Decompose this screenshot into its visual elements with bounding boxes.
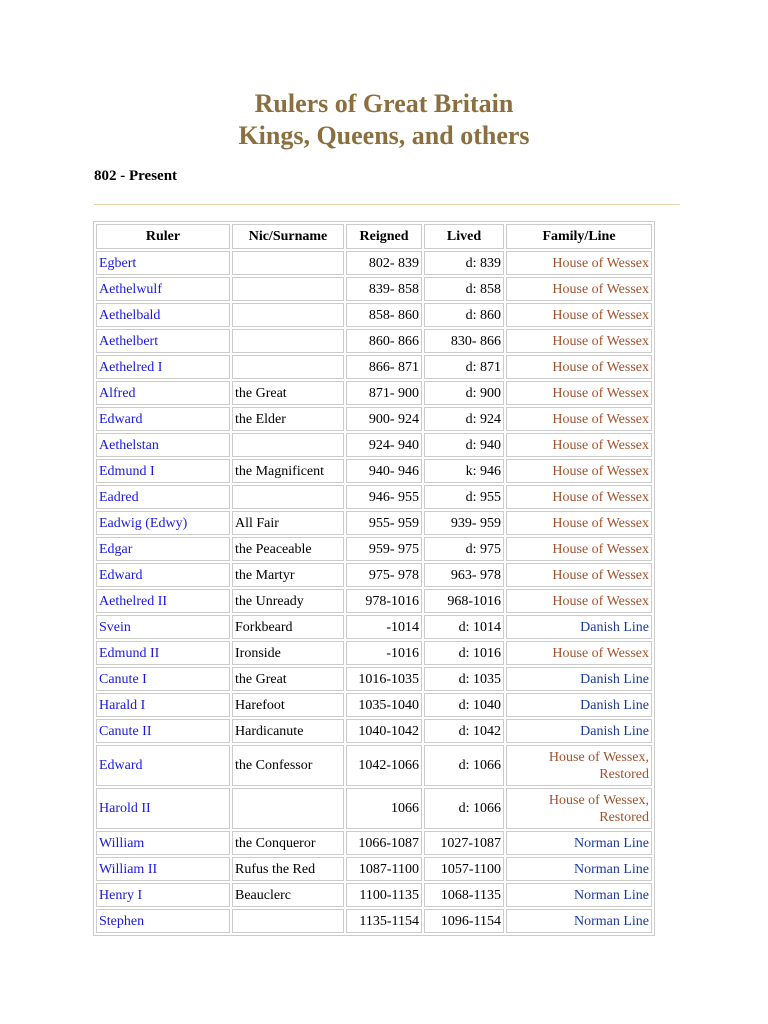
ruler-cell <box>96 745 230 786</box>
reigned-cell: 1100-1135 <box>346 883 422 907</box>
table-header-row <box>96 224 652 249</box>
ruler-cell <box>96 589 230 613</box>
reigned-cell: 860- 866 <box>346 329 422 353</box>
family-line-text: Norman Line <box>573 913 649 929</box>
reigned-cell: 1040-1042 <box>346 719 422 743</box>
nic-surname-cell <box>232 788 344 829</box>
ruler-link[interactable]: Aethelred I <box>99 359 163 375</box>
ruler-link[interactable]: Harold II <box>99 801 151 816</box>
ruler-link[interactable]: Eadwig (Edwy) <box>99 515 188 531</box>
nic-surname-cell: Rufus the Red <box>232 857 344 881</box>
table-row <box>96 303 652 327</box>
lived-cell: d: 839 <box>424 251 504 275</box>
lived-cell: 1068-1135 <box>424 883 504 907</box>
reigned-cell: 1066 <box>346 788 422 829</box>
family-line-cell <box>506 329 652 353</box>
family-line-text: House of Wessex <box>552 437 649 453</box>
family-line-text: House of Wessex <box>552 359 649 375</box>
table-row <box>96 589 652 613</box>
ruler-link[interactable]: Alfred <box>99 385 136 401</box>
lived-cell: 830- 866 <box>424 329 504 353</box>
ruler-cell <box>96 251 230 275</box>
family-line-cell <box>506 355 652 379</box>
date-range-heading: 802 - Present <box>94 168 178 184</box>
nic-surname-cell <box>232 433 344 457</box>
ruler-cell <box>96 857 230 881</box>
nic-surname-cell: the Unready <box>232 589 344 613</box>
ruler-link[interactable]: Svein <box>99 619 131 635</box>
ruler-cell <box>96 433 230 457</box>
family-line-text: Danish Line <box>580 619 649 635</box>
nic-surname-cell: Beauclerc <box>232 883 344 907</box>
reigned-cell: 959- 975 <box>346 537 422 561</box>
lived-cell: d: 1014 <box>424 615 504 639</box>
family-line-cell <box>506 563 652 587</box>
nic-surname-cell: the Peaceable <box>232 537 344 561</box>
lived-cell: d: 924 <box>424 407 504 431</box>
ruler-link[interactable]: Edward <box>99 758 143 773</box>
header-lived: Lived <box>424 224 504 249</box>
reigned-cell: 900- 924 <box>346 407 422 431</box>
ruler-cell <box>96 909 230 933</box>
ruler-cell <box>96 883 230 907</box>
reigned-cell: 866- 871 <box>346 355 422 379</box>
ruler-link[interactable]: Aethelbald <box>99 307 161 323</box>
ruler-link[interactable]: Aethelred II <box>99 593 168 609</box>
ruler-cell <box>96 719 230 743</box>
table-row <box>96 667 652 691</box>
table-row <box>96 277 652 301</box>
reigned-cell: 858- 860 <box>346 303 422 327</box>
family-line-cell <box>506 641 652 665</box>
reigned-cell: -1016 <box>346 641 422 665</box>
table-row <box>96 615 652 639</box>
ruler-link[interactable]: Aethelstan <box>99 437 159 453</box>
reigned-cell: 839- 858 <box>346 277 422 301</box>
family-line-text: House of Wessex <box>552 567 649 583</box>
lived-cell: d: 1035 <box>424 667 504 691</box>
page-title <box>0 88 768 152</box>
nic-surname-cell <box>232 909 344 933</box>
ruler-link[interactable]: Aethelwulf <box>99 281 162 297</box>
ruler-cell <box>96 615 230 639</box>
nic-surname-cell: the Martyr <box>232 563 344 587</box>
ruler-link[interactable]: Egbert <box>99 255 137 271</box>
lived-cell: d: 871 <box>424 355 504 379</box>
family-line-text-2: Restored <box>599 766 649 782</box>
family-line-text: House of Wessex <box>552 333 649 349</box>
ruler-cell <box>96 303 230 327</box>
ruler-cell <box>96 693 230 717</box>
reigned-cell: 1087-1100 <box>346 857 422 881</box>
ruler-cell <box>96 407 230 431</box>
lived-cell: d: 1040 <box>424 693 504 717</box>
nic-surname-cell: the Elder <box>232 407 344 431</box>
table-row <box>96 355 652 379</box>
family-line-cell <box>506 667 652 691</box>
family-line-text: Norman Line <box>573 835 649 851</box>
lived-cell: k: 946 <box>424 459 504 483</box>
ruler-link[interactable]: Canute II <box>99 723 152 739</box>
reigned-cell: 955- 959 <box>346 511 422 535</box>
table-row <box>96 831 652 855</box>
family-line-text: Norman Line <box>573 887 649 903</box>
ruler-link[interactable]: Edward <box>99 411 143 427</box>
ruler-cell <box>96 511 230 535</box>
nic-surname-cell: the Great <box>232 667 344 691</box>
table-row <box>96 511 652 535</box>
family-line-cell <box>506 909 652 933</box>
table-row <box>96 857 652 881</box>
ruler-cell <box>96 788 230 829</box>
family-line-cell <box>506 615 652 639</box>
lived-cell: d: 940 <box>424 433 504 457</box>
ruler-cell <box>96 381 230 405</box>
title-line-1: Rulers of Great Britain <box>254 89 514 118</box>
ruler-link[interactable]: Edmund I <box>99 463 155 479</box>
ruler-link[interactable]: Aethelbert <box>99 333 159 349</box>
family-line-text: House of Wessex <box>552 515 649 531</box>
ruler-cell <box>96 641 230 665</box>
header-ruler: Ruler <box>96 224 230 249</box>
nic-surname-cell <box>232 329 344 353</box>
rulers-table <box>93 221 655 936</box>
reigned-cell: 975- 978 <box>346 563 422 587</box>
family-line-text: Danish Line <box>580 697 649 713</box>
lived-cell: d: 900 <box>424 381 504 405</box>
table-row <box>96 433 652 457</box>
nic-surname-cell: Hardicanute <box>232 719 344 743</box>
reigned-cell: 802- 839 <box>346 251 422 275</box>
family-line-cell <box>506 693 652 717</box>
lived-cell: 1057-1100 <box>424 857 504 881</box>
reigned-cell: 940- 946 <box>346 459 422 483</box>
ruler-link[interactable]: Edmund II <box>99 645 160 661</box>
nic-surname-cell: Harefoot <box>232 693 344 717</box>
family-line-text: House of Wessex <box>552 307 649 323</box>
table-body <box>96 251 652 933</box>
family-line-text: Danish Line <box>580 671 649 687</box>
ruler-link[interactable]: Henry I <box>99 887 143 903</box>
nic-surname-cell: Forkbeard <box>232 615 344 639</box>
nic-surname-cell <box>232 251 344 275</box>
table-row <box>96 563 652 587</box>
ruler-cell <box>96 355 230 379</box>
nic-surname-cell <box>232 485 344 509</box>
lived-cell: d: 975 <box>424 537 504 561</box>
nic-surname-cell: the Great <box>232 381 344 405</box>
lived-cell: d: 1066 <box>424 745 504 786</box>
reigned-cell: -1014 <box>346 615 422 639</box>
lived-cell: d: 1016 <box>424 641 504 665</box>
lived-cell: d: 860 <box>424 303 504 327</box>
family-line-cell <box>506 277 652 301</box>
family-line-cell <box>506 831 652 855</box>
family-line-text: House of Wessex, <box>548 792 649 808</box>
family-line-text: House of Wessex <box>552 541 649 557</box>
family-line-cell <box>506 303 652 327</box>
family-line-text: House of Wessex, <box>548 749 649 765</box>
family-line-cell <box>506 537 652 561</box>
reigned-cell: 978-1016 <box>346 589 422 613</box>
ruler-cell <box>96 831 230 855</box>
ruler-link[interactable]: Eadred <box>99 489 139 505</box>
lived-cell: d: 955 <box>424 485 504 509</box>
table-row <box>96 719 652 743</box>
table-row <box>96 788 652 829</box>
family-line-text: House of Wessex <box>552 255 649 271</box>
lived-cell: d: 858 <box>424 277 504 301</box>
family-line-text: House of Wessex <box>552 489 649 505</box>
table-row <box>96 251 652 275</box>
table-row <box>96 329 652 353</box>
family-line-cell <box>506 511 652 535</box>
table-row <box>96 641 652 665</box>
nic-surname-cell: All Fair <box>232 511 344 535</box>
nic-surname-cell <box>232 277 344 301</box>
lived-cell: 1096-1154 <box>424 909 504 933</box>
ruler-cell <box>96 329 230 353</box>
reigned-cell: 871- 900 <box>346 381 422 405</box>
title-line-2: Kings, Queens, and others <box>238 121 530 150</box>
family-line-cell <box>506 459 652 483</box>
nic-surname-cell: the Confessor <box>232 745 344 786</box>
family-line-text: Danish Line <box>580 723 649 739</box>
table-row <box>96 485 652 509</box>
horizontal-divider <box>94 204 680 205</box>
family-line-cell <box>506 251 652 275</box>
family-line-cell <box>506 589 652 613</box>
nic-surname-cell: the Magnificent <box>232 459 344 483</box>
header-family-line: Family/Line <box>506 224 652 249</box>
ruler-cell <box>96 459 230 483</box>
nic-surname-cell: Ironside <box>232 641 344 665</box>
ruler-cell <box>96 563 230 587</box>
ruler-cell <box>96 277 230 301</box>
ruler-cell <box>96 485 230 509</box>
family-line-text: House of Wessex <box>552 645 649 661</box>
ruler-link[interactable]: Canute I <box>99 671 147 687</box>
ruler-cell <box>96 537 230 561</box>
table-row <box>96 745 652 786</box>
ruler-link[interactable]: William <box>99 835 145 851</box>
family-line-text: House of Wessex <box>552 463 649 479</box>
ruler-link[interactable]: Edward <box>99 567 143 583</box>
lived-cell: 1027-1087 <box>424 831 504 855</box>
ruler-link[interactable]: Harald I <box>99 697 146 713</box>
header-reigned: Reigned <box>346 224 422 249</box>
family-line-cell <box>506 407 652 431</box>
lived-cell: 963- 978 <box>424 563 504 587</box>
table-row <box>96 909 652 933</box>
family-line-cell <box>506 381 652 405</box>
table-row <box>96 459 652 483</box>
family-line-cell <box>506 745 652 786</box>
table-row <box>96 883 652 907</box>
family-line-cell <box>506 433 652 457</box>
family-line-cell <box>506 719 652 743</box>
family-line-text: House of Wessex <box>552 411 649 427</box>
lived-cell: 968-1016 <box>424 589 504 613</box>
lived-cell: 939- 959 <box>424 511 504 535</box>
header-nic-surname: Nic/Surname <box>232 224 344 249</box>
nic-surname-cell <box>232 355 344 379</box>
family-line-text: House of Wessex <box>552 593 649 609</box>
reigned-cell: 1066-1087 <box>346 831 422 855</box>
ruler-link[interactable]: Edgar <box>99 541 133 557</box>
family-line-text: House of Wessex <box>552 281 649 297</box>
family-line-cell <box>506 788 652 829</box>
family-line-cell <box>506 883 652 907</box>
reigned-cell: 1035-1040 <box>346 693 422 717</box>
nic-surname-cell <box>232 303 344 327</box>
reigned-cell: 1135-1154 <box>346 909 422 933</box>
table-row <box>96 693 652 717</box>
reigned-cell: 1042-1066 <box>346 745 422 786</box>
reigned-cell: 946- 955 <box>346 485 422 509</box>
family-line-cell <box>506 857 652 881</box>
lived-cell: d: 1042 <box>424 719 504 743</box>
lived-cell: d: 1066 <box>424 788 504 829</box>
table-row <box>96 537 652 561</box>
family-line-text: House of Wessex <box>552 385 649 401</box>
nic-surname-cell: the Conqueror <box>232 831 344 855</box>
ruler-link[interactable]: William II <box>99 861 158 877</box>
ruler-cell <box>96 667 230 691</box>
ruler-link[interactable]: Stephen <box>99 913 145 929</box>
family-line-cell <box>506 485 652 509</box>
table-row <box>96 381 652 405</box>
reigned-cell: 924- 940 <box>346 433 422 457</box>
family-line-text-2: Restored <box>599 809 649 825</box>
family-line-text: Norman Line <box>573 861 649 877</box>
table-row <box>96 407 652 431</box>
reigned-cell: 1016-1035 <box>346 667 422 691</box>
